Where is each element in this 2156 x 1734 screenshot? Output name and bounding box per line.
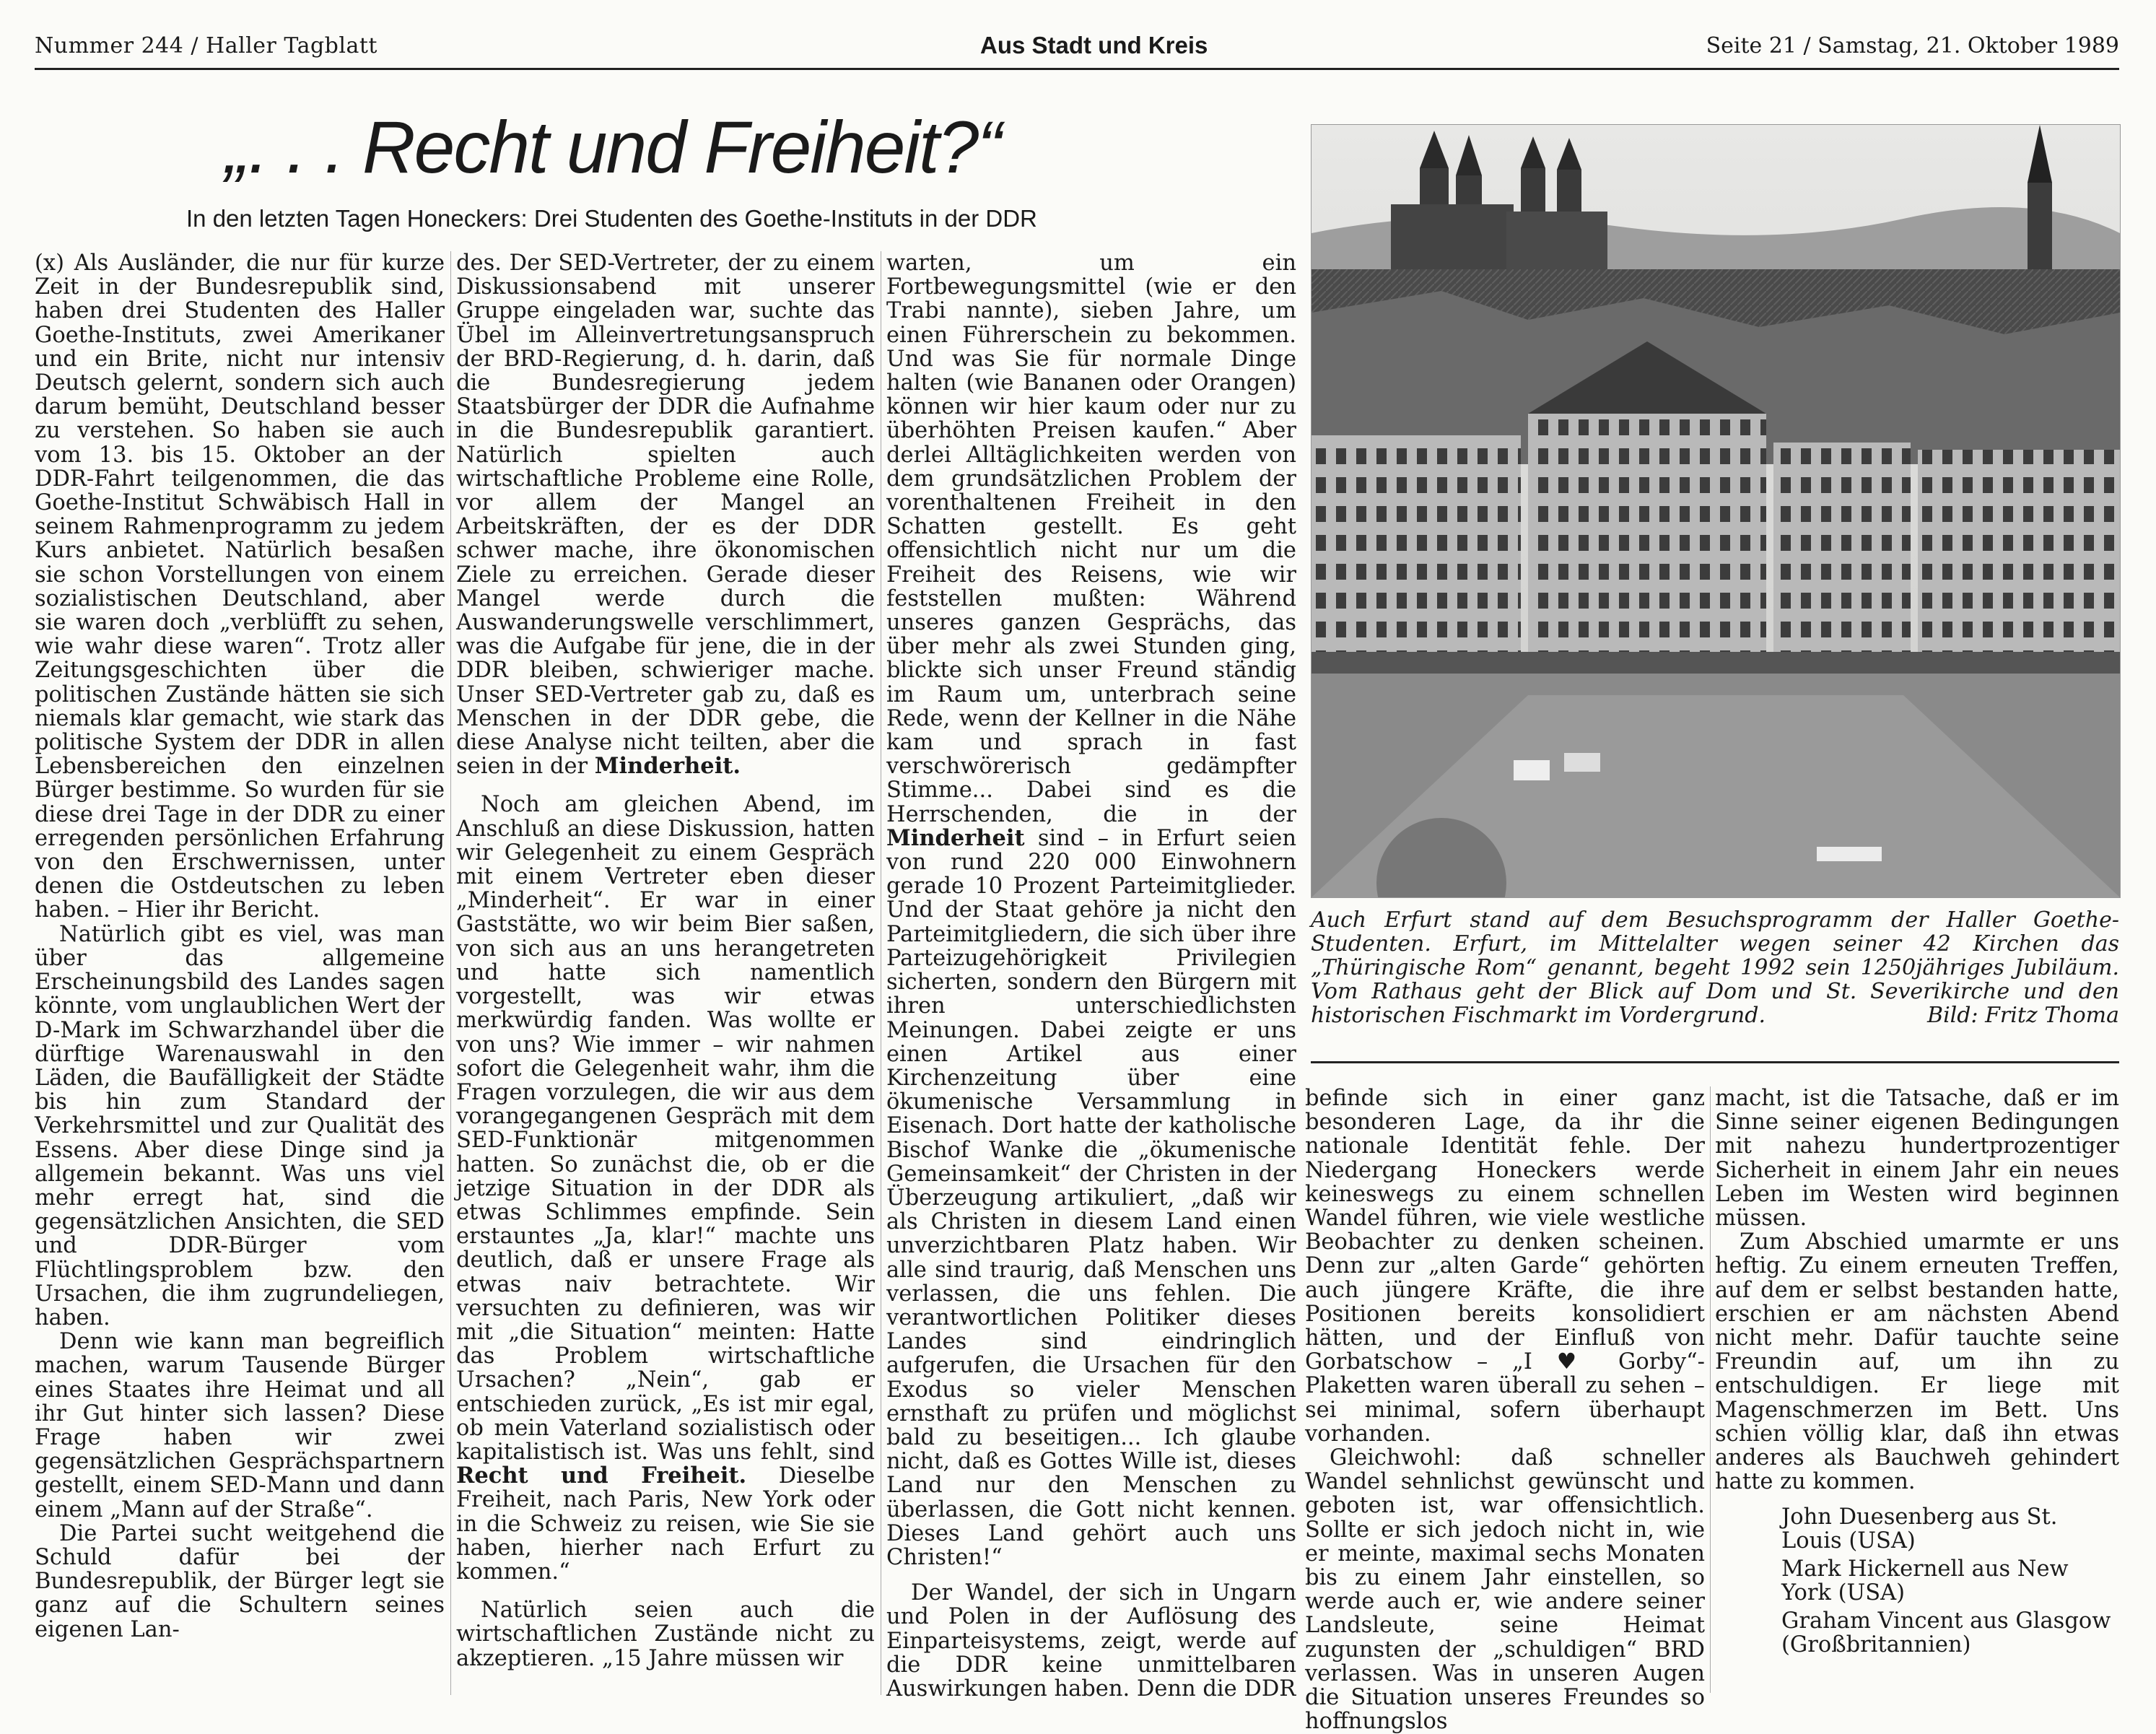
paragraph: macht, ist die Tatsache, daß er im Sinne seiner eigenen Bedingungen mit nahezu hundertprozentiger Sicherheit in einem Jahr ein neues Leben im Westen wird beginnen müssen. bbox=[1715, 1086, 2119, 1232]
article-column-5 bbox=[1715, 1086, 2119, 1661]
author-signature: Graham Vincent aus Glasgow (Großbritannien) bbox=[1781, 1608, 2111, 1658]
paragraph: befinde sich in einer ganz besonderen Lage, da ihr die nationale Identität fehle. Der Niedergang Honeckers werde keineswegs zu einem schnellen Wandel führen, wie viele westliche Beobachter zu denken scheinen. Denn zur „alten Garde“ gehörten auch jüngere Kräfte, die ihre Positionen bereits konsolidiert hätten, und der Einfluß von Gorbatschow – „I ♥ Gorby“-Plaketten waren überall zu sehen – sei minimal, sofern überhaupt vorhanden. bbox=[1305, 1086, 1705, 1447]
article-column-3 bbox=[886, 251, 1296, 1701]
column-divider bbox=[1710, 1086, 1711, 1693]
page-header bbox=[35, 27, 2119, 70]
paragraph: Natürlich seien auch die wirtschaftlichen Zustände nicht zu akzeptieren. „15 Jahre müssen wir bbox=[456, 1598, 875, 1671]
paragraph: (x) Als Ausländer, die nur für kurze Zeit in der Bundesrepublik sind, haben drei Studenten des Haller Goethe-Instituts, zwei Amerikaner und ein Brite, nicht nur intensiv Deutsch gelernt, sondern sich auch darum bemüht, Deutschland besser zu verstehen. So haben sie auch vom 13. bis 15. Oktober an der DDR-Fahrt teilgenommen, die das Goethe-Institut Schwäbisch Hall in seinem Rahmenprogramm zu jedem Kurs anbietet. Natürlich besaßen sie schon Vorstellungen von einem sozialistischen Deutschland, aber sie waren doch „verblüfft zu sehen, wie wahr diese waren“. Trotz aller Zeitungsgeschichten über die politischen Zustände hätten sie sich niemals klar gemacht, wie stark das politische System der DDR in allen Lebensbereichen den einzelnen Bürger bestimme. So wurden für sie diese drei Tage in der DDR zu einer erregenden persönlichen Erfahrung von den Erschwernissen, unter denen die Ostdeutschen zu leben haben. – Hier ihr Bericht. bbox=[35, 250, 445, 923]
paragraph: Der Wandel, der sich in Ungarn und Polen in der Auflösung des Einparteisystems, zeigt, werde auf die DDR keine unmittelbaren Auswirkungen haben. Denn die DDR bbox=[886, 1580, 1296, 1702]
subheadline: In den letzten Tagen Honeckers: Drei Studenten des Goethe-Instituts in der DDR bbox=[186, 205, 1037, 232]
text-run: warten, um ein Fortbewegungsmittel (wie er den Trabi nannte), sieben Jahre, um einen Führerschein zu bekommen. Und was Sie für normale Dinge halten (wie Bananen oder Orangen) können wir hier kaum oder nur zu überhöhten Preisen kaufen.“ Aber derlei Alltäglichkeiten werden von dem grundsätzlichen Problem der vorenthaltenen Freiheit in den Schatten gestellt. Es geht offensichtlich nicht nur um die Freiheit des Reisens, wie wir feststellen mußten: Während unseres ganzen Gesprächs, das über mehr als zwei Stunden ging, blickte sich unser Freund ständig im Raum um, unterbrach seine Rede, wenn der Kellner in die Nähe kam und sprach in fast verschwörerisch gedämpfter Stimme... Dabei sind es die Herrschenden, die in der bbox=[886, 250, 1296, 827]
paragraph bbox=[456, 793, 875, 1584]
caption-divider bbox=[1311, 1061, 2119, 1063]
headline: „. . . Recht und Freiheit?“ bbox=[225, 106, 1001, 188]
photo-caption bbox=[1311, 908, 2119, 1027]
paragraph bbox=[456, 251, 875, 778]
photo-credit: Bild: Fritz Thoma bbox=[1927, 1003, 2119, 1028]
paragraph: Gleichwohl: daß schneller Wandel sehnlichst gewünscht und geboten ist, war offensichtlich. Sollte er sich jedoch nicht in, wie er meinte, maximal sechs Monaten bis zu einem Jahr einstellen, so werde auch er, wie andere seiner Landsleute, seine Heimat zugunsten der „schuldigen“ BRD verlassen. Was in unseren Augen die Situation unseres Freundes so hoffnungslos bbox=[1305, 1445, 1705, 1734]
paragraph: Die Partei sucht weitgehend die Schuld dafür bei der Bundesrepublik, der Bürger legt sie ganz auf die Schultern seines eigenen Lan- bbox=[35, 1520, 445, 1642]
article-column-2 bbox=[456, 251, 875, 1670]
issue-label: Nummer 244 / Haller Tagblatt bbox=[35, 33, 377, 58]
erfurt-photo bbox=[1311, 124, 2121, 898]
author-signature: John Duesenberg aus St. Louis (USA) bbox=[1781, 1504, 2058, 1554]
text-run: des. Der SED-Vertreter, der zu einem Diskussionsabend mit unserer Gruppe eingeladen war, suchte das Übel im Alleinvertretungsanspruch der BRD-Regierung, d. h. darin, daß die Bundesregierung jedem Staatsbürger der DDR die Aufnahme in die Bundesrepublik garantiert. Natürlich spielten auch wirtschaftliche Probleme eine Rolle, vor allem der Mangel an Arbeitskräften, der es der DDR schwer mache, ihre ökonomischen Ziele zu erreichen. Gerade dieser Mangel werde durch die Auswanderungswelle verschlimmert, was die Aufgabe für jene, die in der DDR bleiben, schwieriger mache. Unser SED-Vertreter gab zu, daß es Menschen in der DDR gebe, die diese Analyse nicht teilten, aber die seien in der bbox=[456, 250, 875, 780]
column-divider bbox=[450, 251, 451, 1695]
section-title: Aus Stadt und Kreis bbox=[980, 32, 1208, 58]
article-column-1 bbox=[35, 251, 445, 1642]
page-date: Seite 21 / Samstag, 21. Oktober 1989 bbox=[1706, 33, 2119, 58]
author-signatures bbox=[1715, 1505, 2119, 1657]
paragraph: Zum Abschied umarmte er uns heftig. Zu einem erneuten Treffen, auf dem er selbst bestanden hatte, erschien er am nächsten Abend nicht mehr. Dafür tauchte seine Freundin auf, um ihn zu entschuldigen. Er liege mit Magenschmerzen im Bett. Uns schien völlig klar, daß ihn etwas anderes als Bauchweh gehindert hatte zu kommen. bbox=[1715, 1229, 2119, 1495]
article-column-4 bbox=[1305, 1086, 1705, 1733]
caption-text: Auch Erfurt stand auf dem Besuchsprogramm der Haller Goethe-Studenten. Erfurt, im Mittelalter wegen seiner 42 Kirchen das „Thüringische Rom“ genannt, begeht 1992 sein 1250jähriges Jubiläum. Vom Rathaus geht der Blick auf Dom und St. Severikirche und den historischen Fischmarkt im Vordergrund. bbox=[1311, 907, 2119, 1028]
author-signature: Mark Hickernell aus New York (USA) bbox=[1781, 1556, 2069, 1606]
paragraph: Denn wie kann man begreiflich machen, warum Tausende Bürger eines Staates ihre Heimat und all ihr Gut hinter sich lassen? Diese Frage haben wir zwei gegensätzlichen Gesprächspartnern gestellt, einem SED-Mann und dann einem „Mann auf der Straße“. bbox=[35, 1329, 445, 1522]
paragraph: Natürlich gibt es viel, was man über das allgemeine Erscheinungsbild des Landes sagen könnte, vom unglaublichen Wert der D-Mark im Schwarzhandel über die dürftige Warenauswahl in den Läden, die Baufälligkeit der Städte bis hin zum Standard der Verkehrsmittel und zur Qualität des Essens. Aber diese Dinge sind ja allgemein bekannt. Was uns viel mehr erregt hat, sind die gegensätzlichen Ansichten, die SED und DDR-Bürger vom Flüchtlingsproblem bzw. den Ursachen, die ihm zugrundeliegen, haben. bbox=[35, 921, 445, 1330]
bold-text: Minderheit bbox=[886, 824, 1025, 851]
bold-text: Recht und Freiheit. bbox=[456, 1463, 747, 1489]
text-run: Dieselbe Freiheit, nach Paris, New York oder in die Schweiz zu reisen, wie Sie sie haben, hierher nach Erfurt zu kommen.“ bbox=[456, 1463, 875, 1585]
text-run: sind – in Erfurt seien von rund 220 000 Einwohnern gerade 10 Prozent Parteimitglieder. Und der Staat gehöre ja nicht den Parteimitgliedern, die sich über ihre Parteizugehörigkeit Privilegien sicherten, sondern den Bürgern mit ihren unterschiedlichsten Meinungen. Dabei zeigte er uns einen Artikel aus einer Kirchenzeitung über eine ökumenische Versammlung in Eisenach. Dort hatte der katholische Bischof Wanke die „ökumenische Gemeinsamkeit“ der Christen in der Überzeugung artikuliert, „daß wir als Christen in diesem Land einen unverzichtbaren Platz haben. Wir alle sind traurig, daß Menschen uns verlassen, die uns fehlen. Die verantwortlichen Politiker dieses Landes sind eindringlich aufgerufen, die Ursachen für den Exodus so vieler Menschen ernsthaft zu prüfen und möglichst bald zu beseitigen... Ich glaube nicht, daß es Gottes Wille ist, dieses Land nur den Menschen zu überlassen, die Gott nicht kennen. Dieses Land gehört auch uns Christen!“ bbox=[886, 825, 1297, 1570]
paragraph bbox=[886, 251, 1296, 1569]
bold-text: Minderheit. bbox=[594, 753, 741, 780]
text-run: Noch am gleichen Abend, im Anschluß an diese Diskussion, hatten wir Gelegenheit zu einem Gespräch mit einem Vertreter eben dieser „Minderheit“. Er war in einer Gaststätte, wo wir beim Bier saßen, von sich aus an uns herangetreten und hatte sich namentlich vorgestellt, was wir etwas merkwürdig fanden. Was wollte er von uns? Wie immer – wir nahmen sofort die Gelegenheit wahr, ihm die Fragen vorzulegen, die wir aus dem vorangegangenen Gespräch mit dem SED-Funktionär mitgenommen hatten. So zunächst die, ob er die jetzige Situation in der DDR als etwas Schlimmes empfinde. Sein erstauntes „Ja, klar!“ machte uns deutlich, daß er unsere Frage als etwas naiv betrachtete. Wir versuchten zu definieren, was wir mit „die Situation“ meinten: Hatte das Problem wirtschaftliche Ursachen? „Nein“, gab er entschieden zurück, „Es ist mir egal, ob mein Vaterland sozialistisch oder kapitalistisch ist. Was uns fehlt, sind bbox=[456, 792, 875, 1465]
